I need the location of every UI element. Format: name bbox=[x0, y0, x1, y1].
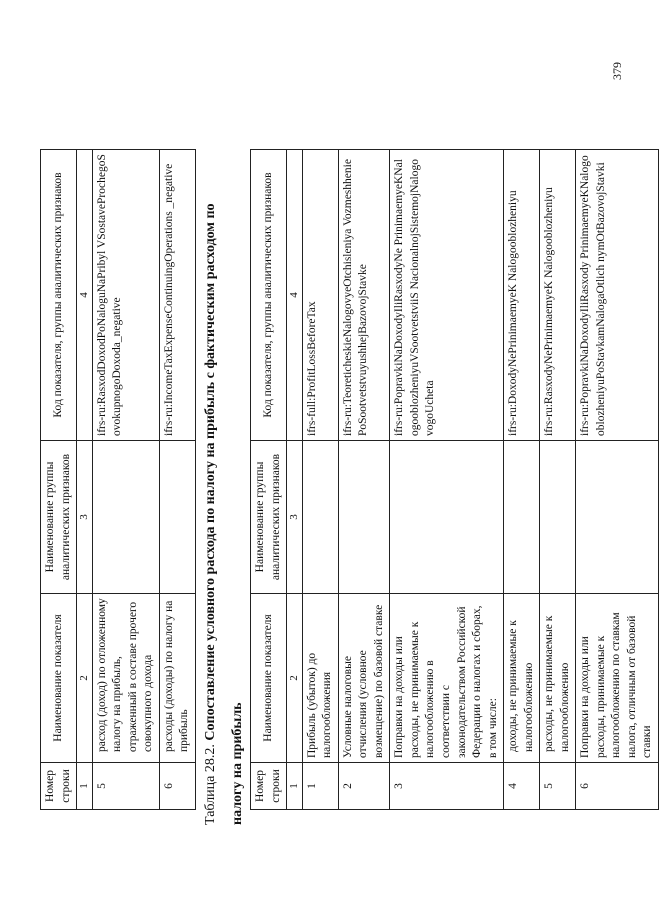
row-group-name bbox=[338, 441, 390, 594]
header-code: Код показателя, группы аналитических признаков bbox=[251, 150, 287, 441]
table-caption bbox=[198, 185, 251, 825]
row-group-name bbox=[302, 441, 338, 594]
row-code: ifrs-full:ProfitLossBeforeTax bbox=[302, 150, 338, 441]
row-group-name bbox=[390, 441, 504, 594]
row-number: 3 bbox=[390, 763, 504, 810]
row-code: ifrs-ru:RasxodyNePrinimaemyeK Nalogooblozheniyu bbox=[540, 150, 576, 441]
caption-prefix: Таблица 28.2. bbox=[203, 744, 218, 825]
row-indicator-name: расход (доход) по отложенному налогу на прибыль, отраженный в составе прочего совокупного дохода bbox=[92, 594, 159, 763]
header-code: Код показателя, группы аналитических признаков bbox=[41, 150, 77, 441]
col-number: 3 bbox=[77, 441, 93, 594]
col-number: 4 bbox=[77, 150, 93, 441]
row-group-name bbox=[92, 441, 159, 594]
row-group-name bbox=[576, 441, 659, 594]
row-code: ifrs-ru:IncomeTaxExpenseContinuingOperations _negative bbox=[159, 150, 195, 441]
row-group-name bbox=[504, 441, 540, 594]
table-28-2 bbox=[250, 149, 659, 810]
table-continuation bbox=[40, 149, 196, 810]
header-row-number: Номер строки bbox=[41, 763, 77, 810]
table-row bbox=[540, 150, 576, 810]
row-group-name bbox=[540, 441, 576, 594]
header-indicator-name: Наименование показателя bbox=[41, 594, 77, 763]
column-number-row bbox=[287, 150, 303, 810]
row-code: ifrs-ru:PopravkiNaDoxodyIliRasxody PrinimaemyeKNalogooblozheniyuPoStavkamNalogaOtlich nymOtBazovojStavki bbox=[576, 150, 659, 441]
row-indicator-name: расходы (доходы) по налогу на прибыль bbox=[159, 594, 195, 763]
col-number: 2 bbox=[287, 594, 303, 763]
table-row bbox=[576, 150, 659, 810]
row-code: ifrs-ru:PopravkiNaDoxodyIliRasxodyNe PrinimaemyeKNalogooblozheniyuVSootvetstviiS NacionalnojSistemojNalogovogoUcheta bbox=[390, 150, 504, 441]
table-header-row bbox=[251, 150, 287, 810]
table-row bbox=[302, 150, 338, 810]
row-code: ifrs-ru:RasxodDoxodPoNaloguNaPribyl VSostaveProchegoSovokupnogoDoxoda_negative bbox=[92, 150, 159, 441]
header-row-number: Номер строки bbox=[251, 763, 287, 810]
col-number: 4 bbox=[287, 150, 303, 441]
row-indicator-name: Условные налоговые отчисления (условное возмещение) по базовой ставке bbox=[338, 594, 390, 763]
header-group-name: Наименование группы аналитических признаков bbox=[41, 441, 77, 594]
table-row bbox=[159, 150, 195, 810]
col-number: 2 bbox=[77, 594, 93, 763]
table-header-row bbox=[41, 150, 77, 810]
header-group-name: Наименование группы аналитических признаков bbox=[251, 441, 287, 594]
header-indicator-name: Наименование показателя bbox=[251, 594, 287, 763]
row-number: 4 bbox=[504, 763, 540, 810]
col-number: 1 bbox=[77, 763, 93, 810]
row-indicator-name: Поправки на доходы или расходы, принимаемые к налогообложению по ставкам налога, отличным от базовой ставки bbox=[576, 594, 659, 763]
row-number: 1 bbox=[302, 763, 338, 810]
row-number: 5 bbox=[540, 763, 576, 810]
page-number: 379 bbox=[610, 62, 624, 80]
column-number-row bbox=[77, 150, 93, 810]
row-indicator-name: расходы, не принимаемые к налогообложению bbox=[540, 594, 576, 763]
row-indicator-name: Прибыль (убыток) до налогообложения bbox=[302, 594, 338, 763]
caption-title: Сопоставление условного расхода по налогу на прибыль с фактическим расходом по налогу на прибыль bbox=[203, 203, 245, 825]
row-indicator-name: доходы, не принимаемые к налогообложению bbox=[504, 594, 540, 763]
col-number: 1 bbox=[287, 763, 303, 810]
table-row bbox=[390, 150, 504, 810]
row-code: ifrs-ru:TeoreticheskieNalogovyeOtchisleniya VozmeshheniePoSootvetstvuyushhejBazovojStavke bbox=[338, 150, 390, 441]
table-row bbox=[504, 150, 540, 810]
row-group-name bbox=[159, 441, 195, 594]
row-number: 2 bbox=[338, 763, 390, 810]
row-number: 6 bbox=[159, 763, 195, 810]
row-number: 6 bbox=[576, 763, 659, 810]
row-number: 5 bbox=[92, 763, 159, 810]
row-indicator-name: Поправки на доходы или расходы, не принимаемые к налогообложению в соответствии с законодательством Российской Федерации о налогах и сборах, в том числе: bbox=[390, 594, 504, 763]
col-number: 3 bbox=[287, 441, 303, 594]
table-row bbox=[338, 150, 390, 810]
table-row bbox=[92, 150, 159, 810]
row-code: ifrs-ru:DoxodyNePrinimaemyeK Nalogooblozheniyu bbox=[504, 150, 540, 441]
